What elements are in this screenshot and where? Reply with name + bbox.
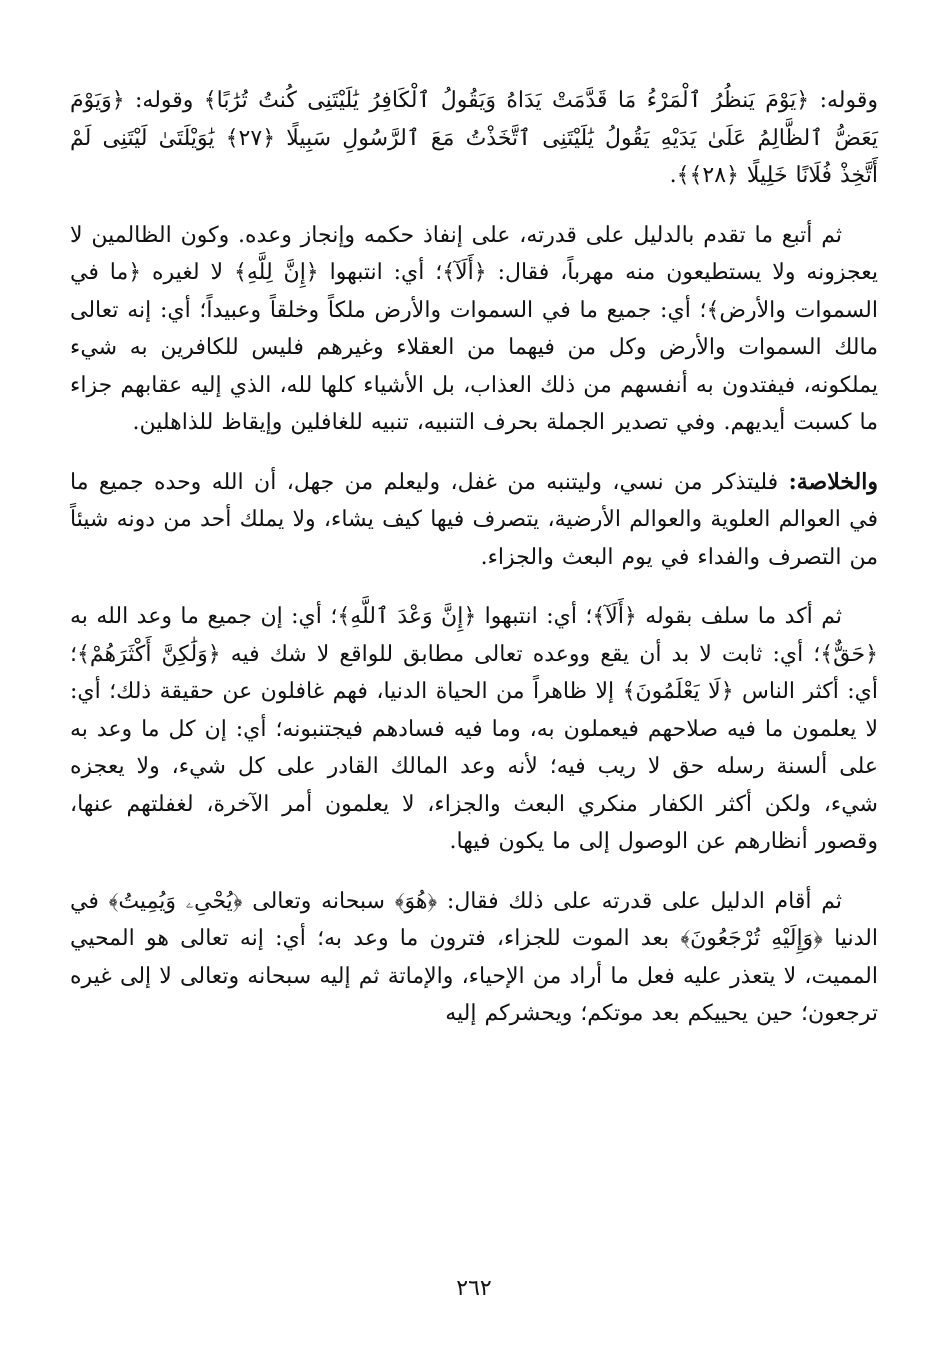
- summary-lead: والخلاصة:: [788, 468, 878, 495]
- page-body: [70, 82, 878, 1055]
- paragraph-1-text: وقوله: ﴿يَوْمَ يَنظُرُ ٱلْمَرْءُ مَا قَدَّمَتْ يَدَاهُ وَيَقُولُ ٱلْكَافِرُ يَٰلَيْتَنِى كُنتُ تُرَٰبًا﴾ وقوله: ﴿وَيَوْمَ يَعَضُّ ٱلظَّالِمُ عَلَىٰ يَدَيْهِ يَقُولُ يَٰلَيْتَنِى ٱتَّخَذْتُ مَعَ ٱلرَّسُولِ سَبِيلًا ﴿٢٧﴾ يَٰوَيْلَتَىٰ لَيْتَنِى لَمْ أَتَّخِذْ فُلَانًا خَلِيلًا ﴿٢٨﴾﴾.: [70, 88, 878, 188]
- paragraph-4: [70, 598, 878, 861]
- paragraph-summary: [70, 464, 878, 577]
- paragraph-5-text: ثم أقام الدليل على قدرته على ذلك فقال: ﴿هُوَ﴾ سبحانه وتعالى ﴿يُحْىِۦ وَيُمِيتُ﴾ في الدنيا ﴿وَإِلَيْهِ تُرْجَعُونَ﴾ بعد الموت للجزاء، فترون ما وعد به؛ أي: إنه تعالى هو المحيي المميت، لا يتعذر عليه فعل ما أراد من الإحياء، والإماتة ثم إليه سبحانه وتعالى لا إلى غيره ترجعون؛ حين يحييكم بعد موتكم؛ ويحشركم إليه: [70, 888, 878, 1026]
- paragraph-2-text: ثم أتبع ما تقدم بالدليل على قدرته، على إنفاذ حكمه وإنجاز وعده. وكون الظالمين لا يعجزونه ولا يستطيعون منه مهرباً، فقال: ﴿أَلَآ﴾؛ أي: انتبهوا ﴿إِنَّ لِلَّهِ﴾ لا لغيره ﴿ما في السموات والأرض﴾؛ أي: جميع ما في السموات والأرض ملكاً وخلقاً وعبيداً؛ أي: إنه تعالى مالك السموات والأرض وكل من فيهما من العقلاء وغيرهم فليس للكافرين به شيء يملكونه، فيفتدون به أنفسهم من ذلك العذاب، بل الأشياء كلها لله، الذي إليه عقابهم جزاء ما كسبت أيديهم. وفي تصدير الجملة بحرف التنبيه، تنبيه للغافلين وإيقاظ للذاهلين.: [70, 222, 878, 435]
- paragraph-summary-text: فليتذكر من نسي، وليتنبه من غفل، وليعلم من جهل، أن الله وحده جميع ما في العوالم العلوية والعوالم الأرضية، يتصرف فيها كيف يشاء، ولا يملك أحد من دونه شيئاً من التصرف والفداء في يوم البعث والجزاء.: [70, 469, 878, 570]
- paragraph-5: [70, 883, 878, 1033]
- page-number: ٢٦٢: [456, 1276, 492, 1301]
- paragraph-1: [70, 82, 878, 195]
- paragraph-2: [70, 217, 878, 442]
- paragraph-4-text: ثم أكد ما سلف بقوله ﴿أَلَآ﴾؛ أي: انتبهوا ﴿إِنَّ وَعْدَ ٱللَّهِ﴾؛ أي: إن جميع ما وعد الله به ﴿حَقٌّ﴾؛ أي: ثابت لا بد أن يقع ووعده تعالى مطابق للواقع لا شك فيه ﴿وَلَٰكِنَّ أَكْثَرَهُمْ﴾؛ أي: أكثر الناس ﴿لَا يَعْلَمُونَ﴾ إلا ظاهراً من الحياة الدنيا، فهم غافلون عن حقيقة ذلك؛ أي: لا يعلمون ما فيه صلاحهم فيعملون به، وما فيه فسادهم فيجتنبونه؛ أي: إن كل ما وعد به على ألسنة رسله حق لا ريب فيه؛ لأنه وعد المالك القادر على كل شيء، ولا يعجزه شيء، ولكن أكثر الكفار منكري البعث والجزاء، لا يعلمون أمر الآخرة، لغفلتهم عنها، وقصور أنظارهم عن الوصول إلى ما يكون فيها.: [70, 604, 878, 854]
